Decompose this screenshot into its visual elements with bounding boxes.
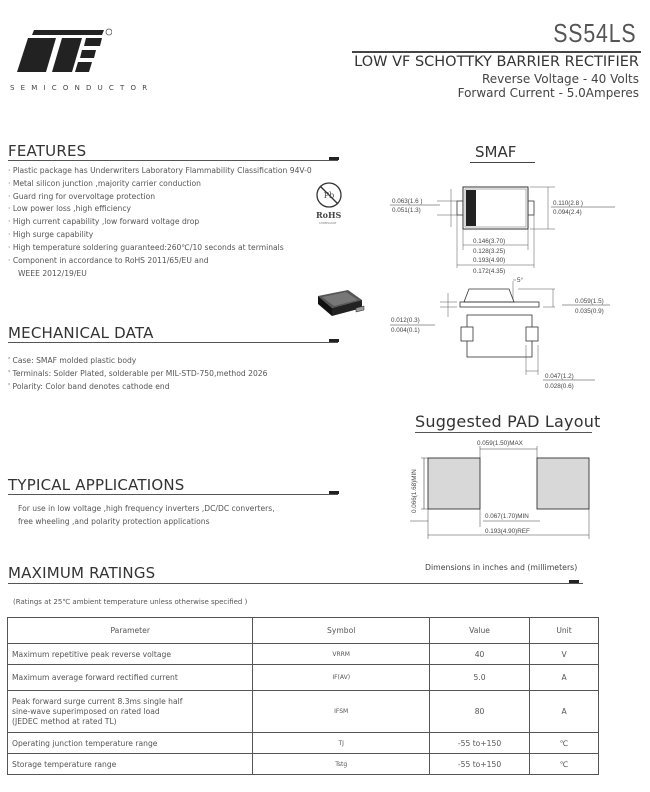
dim-angle: 5° bbox=[517, 277, 524, 284]
pad-layout-drawing bbox=[405, 435, 625, 560]
mechanical-divider bbox=[8, 342, 338, 343]
pad-width-label: 0.067(1.70)MIN bbox=[485, 513, 529, 520]
features-title: FEATURES bbox=[8, 142, 87, 160]
parameter-line: sine-wave superimposed on rated load bbox=[12, 706, 160, 716]
dim-body-width-max: 0.110(2.8 ) bbox=[553, 200, 583, 207]
value-cell: -55 to+150 bbox=[429, 754, 529, 775]
parameter-cell: Maximum repetitive peak reverse voltage bbox=[8, 644, 253, 665]
dim-total-len-min: 0.172(4.35) bbox=[473, 268, 506, 275]
feature-item: · High surge capability bbox=[8, 229, 312, 242]
ratings-table bbox=[7, 617, 599, 775]
dim-height-max: 0.059(1.5) bbox=[575, 298, 604, 305]
column-header-symbol: Symbol bbox=[253, 618, 430, 644]
dim-lead-thick-min: 0.004(0.1) bbox=[391, 327, 420, 334]
feature-item: · High temperature soldering guaranteed:260℃/10 seconds at terminals bbox=[8, 242, 312, 255]
pad-gap-label: 0.059(1.50)MAX bbox=[477, 440, 523, 447]
dim-body-width-min: 0.094(2.4) bbox=[553, 209, 582, 216]
feature-item: · Component in accordance to RoHS 2011/65/EU and bbox=[8, 255, 312, 268]
table-row bbox=[8, 733, 599, 754]
column-header-value: Value bbox=[429, 618, 529, 644]
forward-current: Forward Current - 5.0Amperes bbox=[457, 86, 639, 100]
pad-layout-title: Suggested PAD Layout bbox=[415, 412, 601, 431]
mechanical-item: ' Polarity: Color band denotes cathode end bbox=[8, 381, 267, 394]
dim-total-len-max: 0.193(4.90) bbox=[473, 257, 506, 264]
applications-line-1: For use in low voltage ,high frequency inverters ,DC/DC converters, bbox=[18, 504, 275, 513]
table-header-row bbox=[8, 618, 599, 644]
dim-body-len-min: 0.128(3.25) bbox=[473, 248, 506, 255]
section-marker bbox=[329, 339, 339, 342]
symbol-cell: IFSM bbox=[253, 691, 430, 733]
dim-lead-thick-max: 0.012(0.3) bbox=[391, 317, 420, 324]
package-title-underline bbox=[470, 162, 535, 163]
parameter-line: (JEDEC method at rated TL) bbox=[12, 716, 117, 726]
product-title: LOW VF SCHOTTKY BARRIER RECTIFIER bbox=[354, 54, 639, 70]
applications-line-2: free wheeling ,and polarity protection applications bbox=[18, 517, 210, 526]
dim-lead-width-max: 0.063(1.6 ) bbox=[392, 198, 423, 205]
unit-cell: V bbox=[530, 644, 599, 665]
pad-height-label: 0.066(1.68)MIN bbox=[411, 469, 418, 513]
package-photo-icon bbox=[308, 288, 368, 320]
ratings-note: (Ratings at 25℃ ambient temperature unless otherwise specified ) bbox=[13, 598, 248, 606]
rohs-label: RoHS bbox=[316, 210, 342, 220]
brand-text: SEMICONDUCTOR bbox=[10, 84, 154, 92]
symbol-cell: IF(AV) bbox=[253, 665, 430, 691]
feature-continuation: WEEE 2012/19/EU bbox=[18, 269, 87, 278]
applications-title: TYPICAL APPLICATIONS bbox=[8, 476, 185, 494]
symbol-cell: TJ bbox=[253, 733, 430, 754]
table-row bbox=[8, 691, 599, 733]
value-cell: 5.0 bbox=[429, 665, 529, 691]
no-lead-icon bbox=[314, 180, 344, 210]
applications-divider bbox=[8, 494, 338, 495]
package-outline-drawing bbox=[385, 175, 635, 410]
value-cell: -55 to+150 bbox=[429, 733, 529, 754]
unit-cell: ℃ bbox=[530, 733, 599, 754]
dim-height-min: 0.035(0.9) bbox=[575, 308, 604, 315]
feature-item: · Metal silicon junction ,majority carrier conduction bbox=[8, 178, 312, 191]
unit-cell: A bbox=[530, 691, 599, 733]
unit-cell: A bbox=[530, 665, 599, 691]
feature-item: · Low power loss ,high efficiency bbox=[8, 203, 312, 216]
table-row bbox=[8, 644, 599, 665]
section-marker bbox=[569, 580, 579, 583]
feature-item: · Plastic package has Underwriters Laboratory Flammability Classification 94V-0 bbox=[8, 165, 312, 178]
rohs-sub: COMPLIANT bbox=[319, 221, 337, 225]
parameter-cell: Operating junction temperature range bbox=[8, 733, 253, 754]
features-divider bbox=[8, 160, 338, 161]
ratings-title: MAXIMUM RATINGS bbox=[8, 564, 156, 582]
parameter-cell: Maximum average forward rectified current bbox=[8, 665, 253, 691]
pb-symbol: Pb bbox=[323, 191, 335, 200]
dim-lead-len-max: 0.047(1.2) bbox=[545, 373, 574, 380]
header-divider bbox=[352, 51, 641, 53]
feature-item: · Guard ring for overvoltage protection bbox=[8, 191, 312, 204]
symbol-cell: VRRM bbox=[253, 644, 430, 665]
pad-layout-underline bbox=[415, 432, 592, 433]
part-number: SS54LS bbox=[552, 18, 636, 48]
package-title: SMAF bbox=[475, 143, 517, 161]
table-row bbox=[8, 665, 599, 691]
ratings-divider bbox=[8, 583, 583, 584]
column-header-parameter: Parameter bbox=[8, 618, 253, 644]
section-marker bbox=[329, 157, 339, 160]
value-cell: 40 bbox=[429, 644, 529, 665]
pad-total-label: 0.193(4.90)REF bbox=[485, 528, 530, 535]
parameter-cell bbox=[8, 691, 253, 733]
mechanical-list bbox=[8, 355, 267, 393]
mechanical-title: MECHANICAL DATA bbox=[8, 324, 154, 342]
dimensions-note: Dimensions in inches and (millimeters) bbox=[425, 563, 578, 572]
features-list bbox=[8, 165, 312, 267]
parameter-cell: Storage temperature range bbox=[8, 754, 253, 775]
table-row bbox=[8, 754, 599, 775]
reverse-voltage: Reverse Voltage - 40 Volts bbox=[481, 72, 639, 86]
symbol-cell: Tstg bbox=[253, 754, 430, 775]
dim-lead-len-min: 0.028(0.6) bbox=[545, 383, 574, 390]
value-cell: 80 bbox=[429, 691, 529, 733]
mechanical-item: ' Terminals: Solder Plated, solderable per MIL-STD-750,method 2026 bbox=[8, 368, 267, 381]
unit-cell: ℃ bbox=[530, 754, 599, 775]
dim-lead-width-min: 0.051(1.3) bbox=[392, 207, 421, 214]
mechanical-item: ' Case: SMAF molded plastic body bbox=[8, 355, 267, 368]
column-header-unit: Unit bbox=[530, 618, 599, 644]
parameter-line: Peak forward surge current 8.3ms single half bbox=[12, 696, 183, 706]
section-marker bbox=[329, 491, 339, 494]
dim-body-len-max: 0.146(3.70) bbox=[473, 238, 506, 245]
company-logo-icon bbox=[12, 28, 112, 80]
feature-item: · High current capability ,low forward voltage drop bbox=[8, 216, 312, 229]
